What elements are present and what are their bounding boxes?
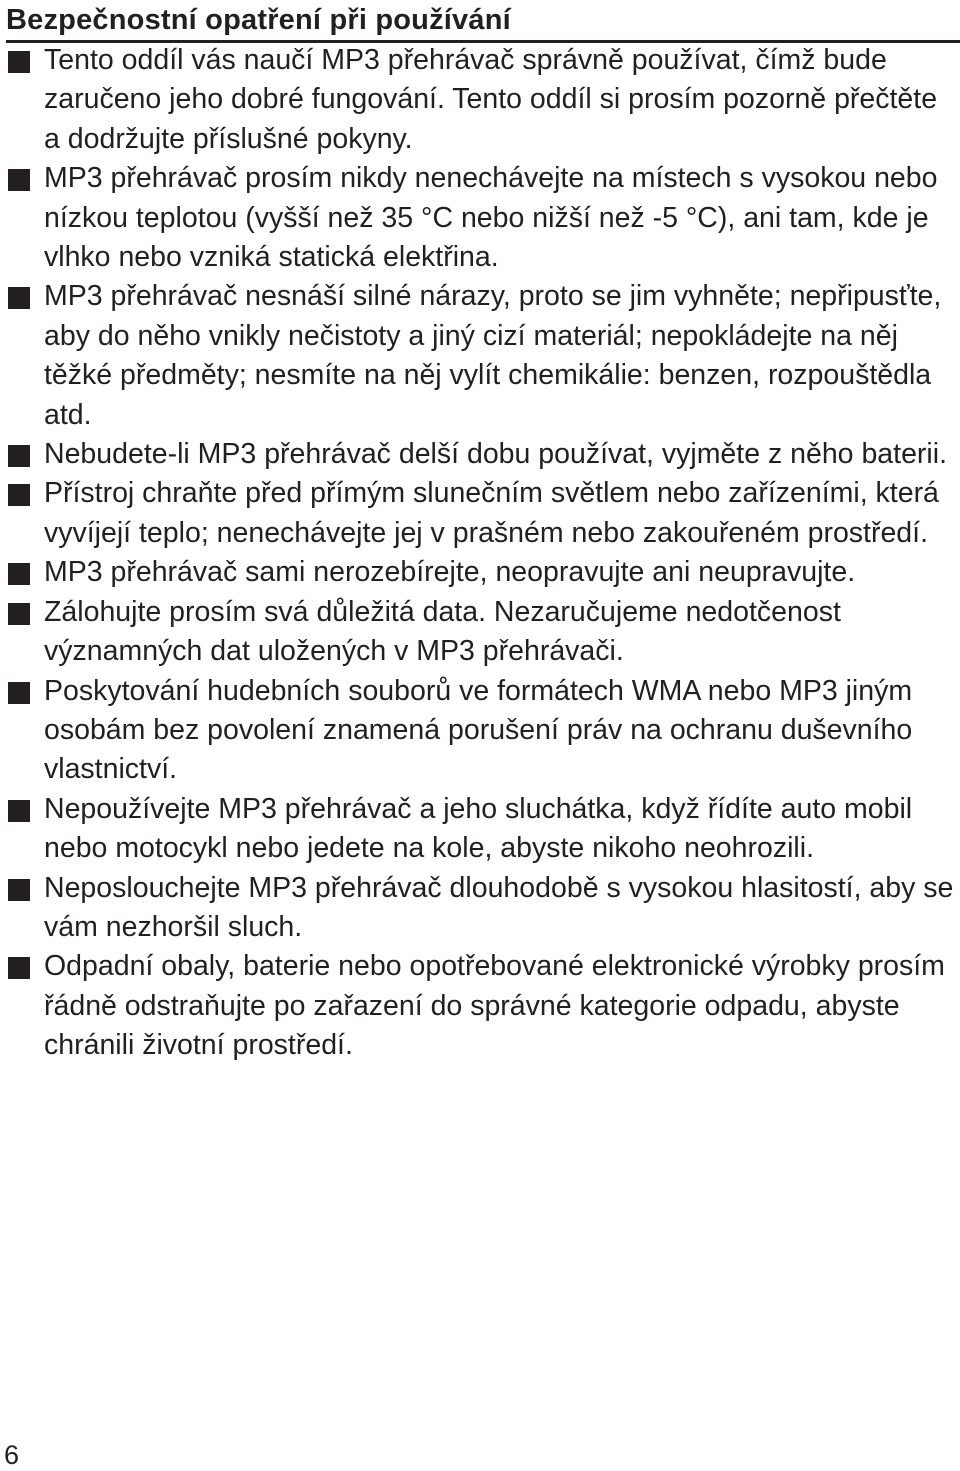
list-item: [0, 41, 960, 159]
list-item-text: Přístroj chraňte před přímým slunečním světlem nebo zařízeními, která vyvíjejí teplo; nenechávejte jej v prašném nebo zakouřeném prostředí.: [44, 477, 939, 549]
safety-list: [0, 41, 960, 1066]
square-bullet-icon: [8, 682, 30, 704]
list-item-text: Zálohujte prosím svá důležitá data. Nezaručujeme nedotčenost významných dat uložených v MP3 přehrávači.: [44, 595, 841, 668]
square-bullet-icon: [8, 800, 30, 822]
list-item-text: Poskytování hudebních souborů ve formátech WMA nebo MP3 jiným osobám bez povolení znamená porušení práv na ochranu duševního vlastnictví.: [44, 674, 913, 786]
list-item-text: Tento oddíl vás naučí MP3 přehrávač správně používat, čímž bude zaručeno jeho dobré fungování. Tento oddíl si prosím pozorně přečtěte a dodržujte příslušné pokyny.: [44, 44, 938, 155]
page-title: Bezpečnostní opatření při používání: [6, 4, 511, 36]
square-bullet-icon: [8, 169, 30, 191]
list-item-text: MP3 přehrávač sami nerozebírejte, neopravujte ani neupravujte.: [44, 556, 856, 589]
list-item-text: Nebudete-li MP3 přehrávač delší dobu používat, vyjměte z něho baterii.: [44, 438, 947, 471]
square-bullet-icon: [8, 445, 30, 467]
list-item: [0, 593, 960, 672]
page-number: 6: [4, 1440, 20, 1470]
square-bullet-icon: [8, 51, 30, 73]
square-bullet-icon: [8, 879, 30, 901]
list-item: [0, 947, 960, 1065]
list-item-text: MP3 přehrávač nesnáší silné nárazy, proto se jim vyhněte; nepřipusťte, aby do něho vnikly nečistoty a jiný cizí materiál; nepokládejte na něj těžké předměty; nesmíte na něj vylít chemikálie: benzen, rozpouštědla atd.: [44, 280, 942, 431]
list-item: [0, 435, 960, 474]
list-item: [0, 553, 960, 592]
list-item-text: Neposlouchejte MP3 přehrávač dlouhodobě s vysokou hlasitostí, aby se vám nezhoršil sluch.: [44, 871, 954, 943]
list-item: [0, 277, 960, 435]
list-item: [0, 159, 960, 277]
list-item: [0, 474, 960, 553]
square-bullet-icon: [8, 603, 30, 625]
list-item-text: Odpadní obaly, baterie nebo opotřebované elektronické výrobky prosím řádně odstraňujte po zařazení do správné kategorie odpadu, abyste chránili životní prostředí.: [44, 950, 945, 1062]
list-item: [0, 672, 960, 790]
list-item-text: Nepoužívejte MP3 přehrávač a jeho sluchátka, když řídíte auto mobil nebo motocykl nebo jedete na kole, abyste nikoho neohrozili.: [44, 792, 913, 865]
list-item: [0, 869, 960, 948]
square-bullet-icon: [8, 287, 30, 309]
list-item: [0, 790, 960, 869]
list-item-text: MP3 přehrávač prosím nikdy nenechávejte na místech s vysokou nebo nízkou teplotou (vyšší než 35 °C nebo nižší než -5 °C), ani tam, kde je vlhko nebo vzniká statická elektřina.: [44, 162, 938, 274]
square-bullet-icon: [8, 484, 30, 506]
square-bullet-icon: [8, 957, 30, 979]
square-bullet-icon: [8, 563, 30, 585]
